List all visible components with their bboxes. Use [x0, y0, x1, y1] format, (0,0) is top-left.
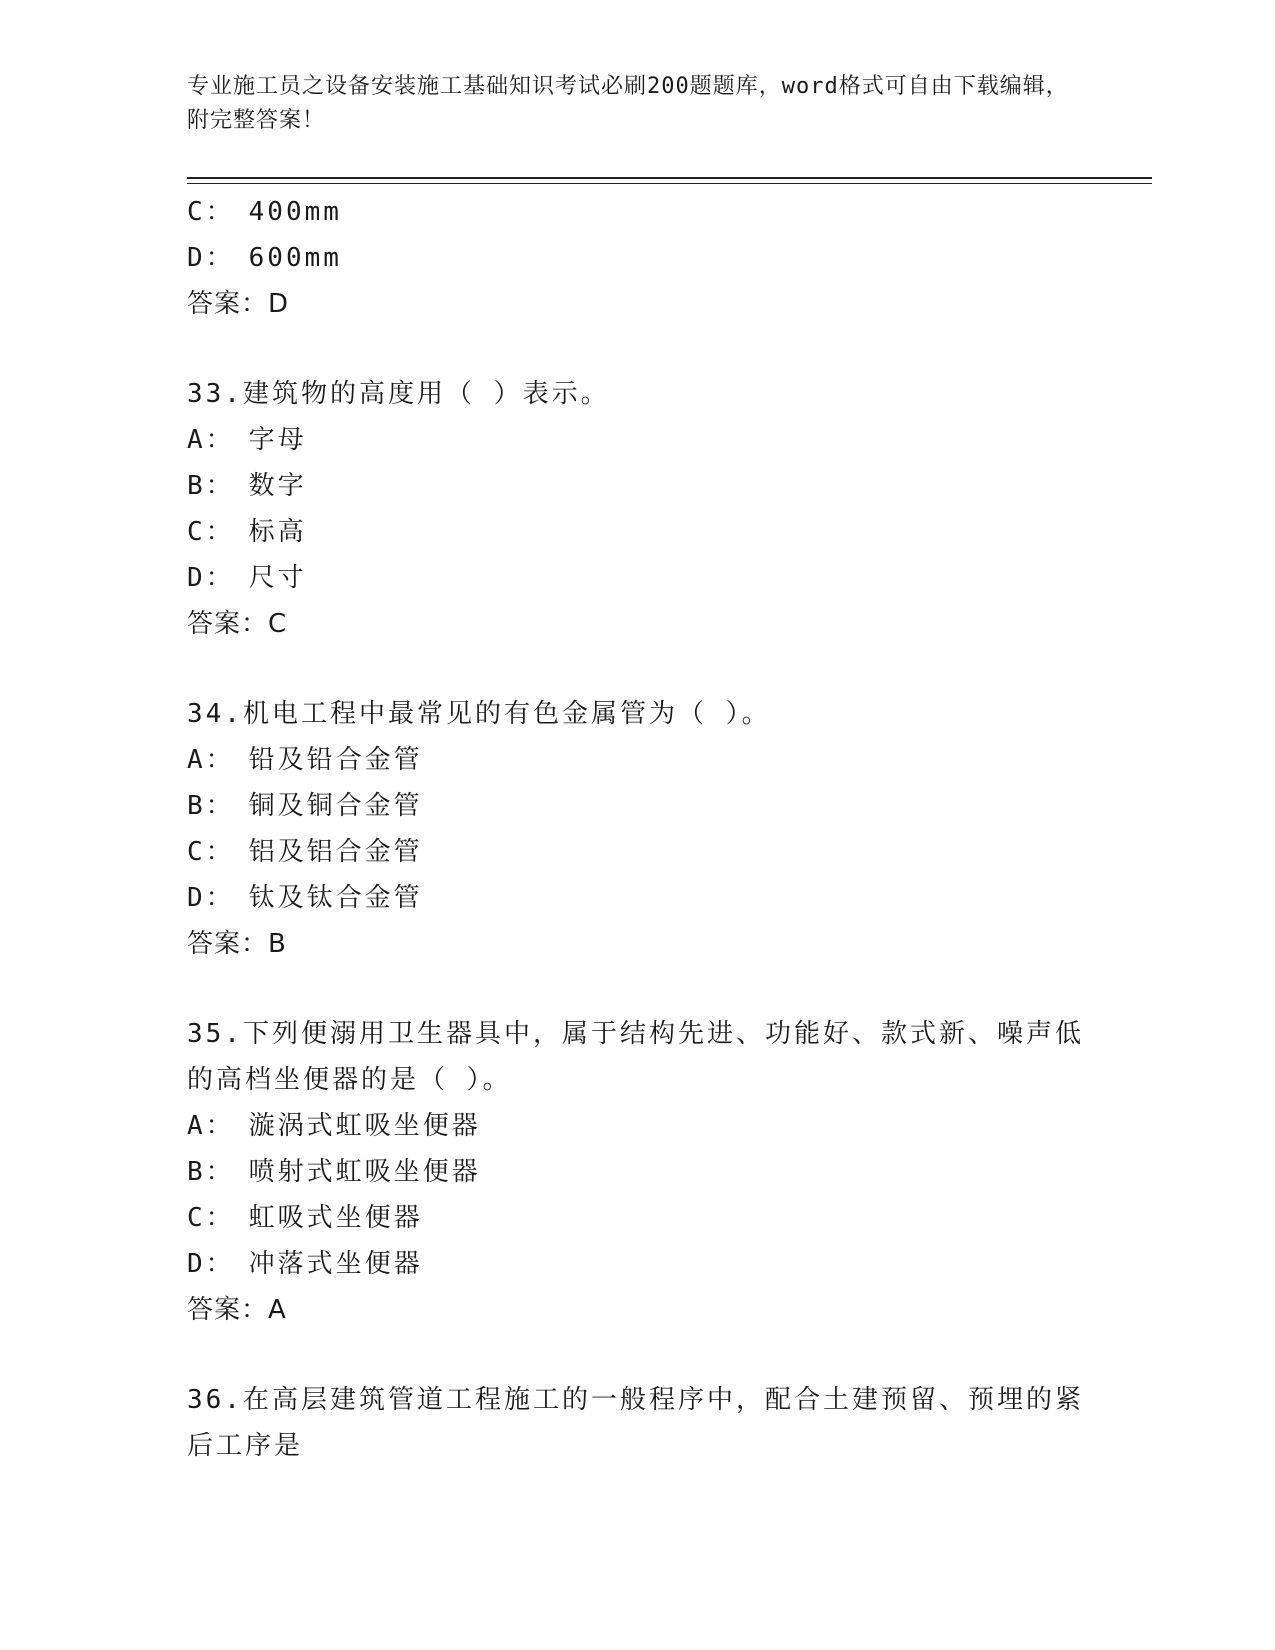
option-text: 铝及铝合金管	[248, 837, 423, 867]
document-header: 专业施工员之设备安装施工基础知识考试必刷200题题库，word格式可自由下载编辑，附完整答案！	[187, 74, 1069, 133]
option-a	[187, 1103, 1087, 1149]
option-text: 400mm	[248, 197, 342, 227]
option-text: 虹吸式坐便器	[248, 1203, 423, 1233]
option-letter: D：	[187, 883, 235, 913]
option-letter: B：	[187, 791, 235, 821]
option-letter: C：	[187, 197, 235, 227]
question-stem: 35.下列便溺用卫生器具中，属于结构先进、功能好、款式新、噪声低的高档坐便器的是（ ）。	[187, 1019, 1084, 1095]
option-d	[187, 875, 1087, 921]
option-letter: C：	[187, 1203, 235, 1233]
option-d	[187, 235, 1087, 281]
option-letter: C：	[187, 837, 235, 867]
option-c	[187, 1195, 1087, 1241]
option-letter: A：	[187, 425, 235, 455]
question-content	[187, 189, 1087, 1469]
option-c	[187, 509, 1087, 555]
header-rule-thick	[187, 177, 1152, 179]
option-text: 铅及铅合金管	[248, 745, 423, 775]
answer-line: 答案：A	[187, 1295, 287, 1325]
option-text: 喷射式虹吸坐便器	[248, 1157, 481, 1187]
option-letter: D：	[187, 563, 235, 593]
option-text: 字母	[248, 425, 307, 455]
option-letter: B：	[187, 1157, 235, 1187]
option-letter: C：	[187, 517, 235, 547]
option-text: 冲落式坐便器	[248, 1249, 423, 1279]
option-b	[187, 1149, 1087, 1195]
option-d	[187, 555, 1087, 601]
option-letter: B：	[187, 471, 235, 501]
option-c	[187, 829, 1087, 875]
question-stem: 33.建筑物的高度用（ ）表示。	[187, 379, 610, 409]
option-letter: D：	[187, 243, 235, 273]
option-d	[187, 1241, 1087, 1287]
answer-line: 答案：D	[187, 289, 290, 319]
option-text: 标高	[248, 517, 307, 547]
option-text: 铜及铜合金管	[248, 791, 423, 821]
question-stem: 36.在高层建筑管道工程施工的一般程序中，配合土建预留、预埋的紧后工序是	[187, 1385, 1084, 1461]
header-rule-thin	[187, 183, 1152, 184]
option-a	[187, 737, 1087, 783]
option-text: 漩涡式虹吸坐便器	[248, 1111, 481, 1141]
question-stem: 34.机电工程中最常见的有色金属管为（ ）。	[187, 699, 771, 729]
option-letter: D：	[187, 1249, 235, 1279]
answer-line: 答案：B	[187, 929, 287, 959]
option-b	[187, 783, 1087, 829]
option-a	[187, 417, 1087, 463]
option-text: 尺寸	[248, 563, 307, 593]
answer-line: 答案：C	[187, 609, 288, 639]
option-letter: A：	[187, 1111, 235, 1141]
option-c	[187, 189, 1087, 235]
option-text: 600mm	[248, 243, 342, 273]
option-letter: A：	[187, 745, 235, 775]
option-text: 钛及钛合金管	[248, 883, 423, 913]
option-b	[187, 463, 1087, 509]
option-text: 数字	[248, 471, 307, 501]
